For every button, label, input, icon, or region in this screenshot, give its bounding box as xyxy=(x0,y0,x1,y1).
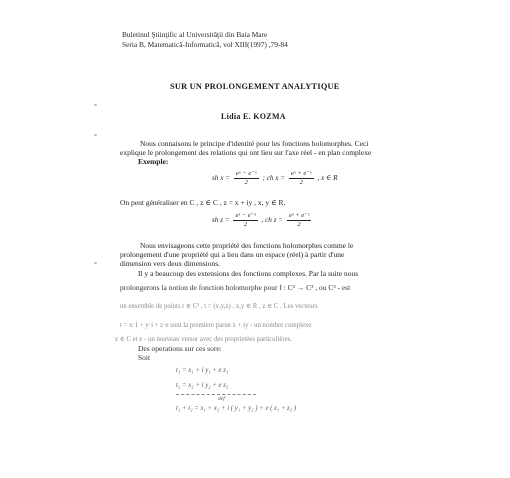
margin-speck xyxy=(94,262,97,264)
paragraph-3-line-7: Soit xyxy=(138,353,151,362)
separator-rule xyxy=(176,394,256,395)
formula-sh-ch-complex xyxy=(212,212,313,229)
formula-1-fraction-ch xyxy=(289,170,314,187)
formula-1-mid: ; ch x = xyxy=(262,174,286,183)
paragraph-3-line-2: prolongerons la notion de fonction holomorphe pour f : C³ → C³ , ou C³ - est xyxy=(120,283,351,292)
paragraph-2-line-3: dimension vers deux dimensions. xyxy=(120,259,220,268)
formula-2-fraction-ch xyxy=(287,212,311,229)
formula-1-sh-numerator: eˣ − e⁻ˣ xyxy=(235,170,257,177)
formula-1-sh-denominator: 2 xyxy=(244,179,248,186)
margin-speck xyxy=(94,134,97,136)
formula-2-mid: , ch z = xyxy=(261,216,284,225)
formula-t-sum: t₁ + t₂ = x₁ + x₂ + i ( y₁ + y₂ ) + e ( z₁ + z₂ ) xyxy=(176,405,297,412)
formula-t1: t₁ = x₁ + i y₁ + e z₁ xyxy=(176,367,229,374)
example-label: Exemple: xyxy=(138,157,169,166)
journal-header-line1: Buletinul Ştiinţific al Universităţii din Baia Mare xyxy=(122,30,268,39)
formula-2-fraction-sh xyxy=(233,212,257,229)
paper-author: Lidia E. KOZMA xyxy=(221,112,286,121)
margin-speck xyxy=(94,104,97,106)
formula-1-fraction-sh xyxy=(234,170,259,187)
formula-2-left: sh z = xyxy=(212,216,230,225)
formula-2-sh-denominator: 2 xyxy=(243,221,248,228)
paragraph-3-line-5: z ∈ C et e - un nouveau versor avec des proprietées particulières. xyxy=(115,336,292,343)
paragraph-2-line-2: prolongement d'une propriété qui a lieu dans un espace (réel) à partir d'une xyxy=(120,250,345,259)
formula-2-ch-denominator: 2 xyxy=(297,221,301,228)
formula-t2: t₂ = x₂ + i y₂ + e z₂ xyxy=(176,382,229,389)
formula-1-left: sh x = xyxy=(212,174,231,183)
formula-1-ch-numerator: eˣ + e⁻ˣ xyxy=(290,170,312,177)
paragraph-3-line-3: un ensemble de points t ∈ C³ , t = (x,y,z) , x,y ∈ R , z ∈ C . Les vecteurs xyxy=(120,303,318,310)
paragraph-1-line-1: Nous connaisons le principe d'identité pour les fonctions holomorphes. Ceci xyxy=(140,139,369,148)
paragraph-1-line-2: explique le prolongement des relations qui ont lieu sur l'axe réel - en plan complexe xyxy=(120,148,372,157)
paragraph-3-line-1: Il y a beaucoup des extensions des fonctions complexes. Par la suite nous xyxy=(138,269,359,278)
journal-header-line2: Seria B, Matematică-Informatică, vol XIII(1997) ,79-84 xyxy=(122,40,288,49)
formula-2-ch-numerator: eᶻ + e⁻ᶻ xyxy=(288,212,310,219)
generalization-line: On peut généraliser en C , z ∈ C , z = x + iy , x, y ∈ R. xyxy=(120,198,286,207)
formula-sh-ch-real xyxy=(212,170,338,187)
formula-2-sh-numerator: eᶻ − e⁻ᶻ xyxy=(235,212,256,219)
def-label: def xyxy=(218,396,225,402)
formula-1-right: , x ∈ R xyxy=(317,174,338,183)
paragraph-3-line-6: Des operations sur ces sore: xyxy=(138,344,222,353)
paragraph-3-line-4: t = x·1 + y·i + z·e sont la premiere parue x + iy - un nombre complexe xyxy=(120,322,312,329)
formula-1-ch-denominator: 2 xyxy=(299,179,303,186)
paper-title: SUR UN PROLONGEMENT ANALYTIQUE xyxy=(170,82,340,91)
paragraph-2-line-1: Nous envisageons cette propriété des fonctions holomorphes comme le xyxy=(140,241,354,250)
